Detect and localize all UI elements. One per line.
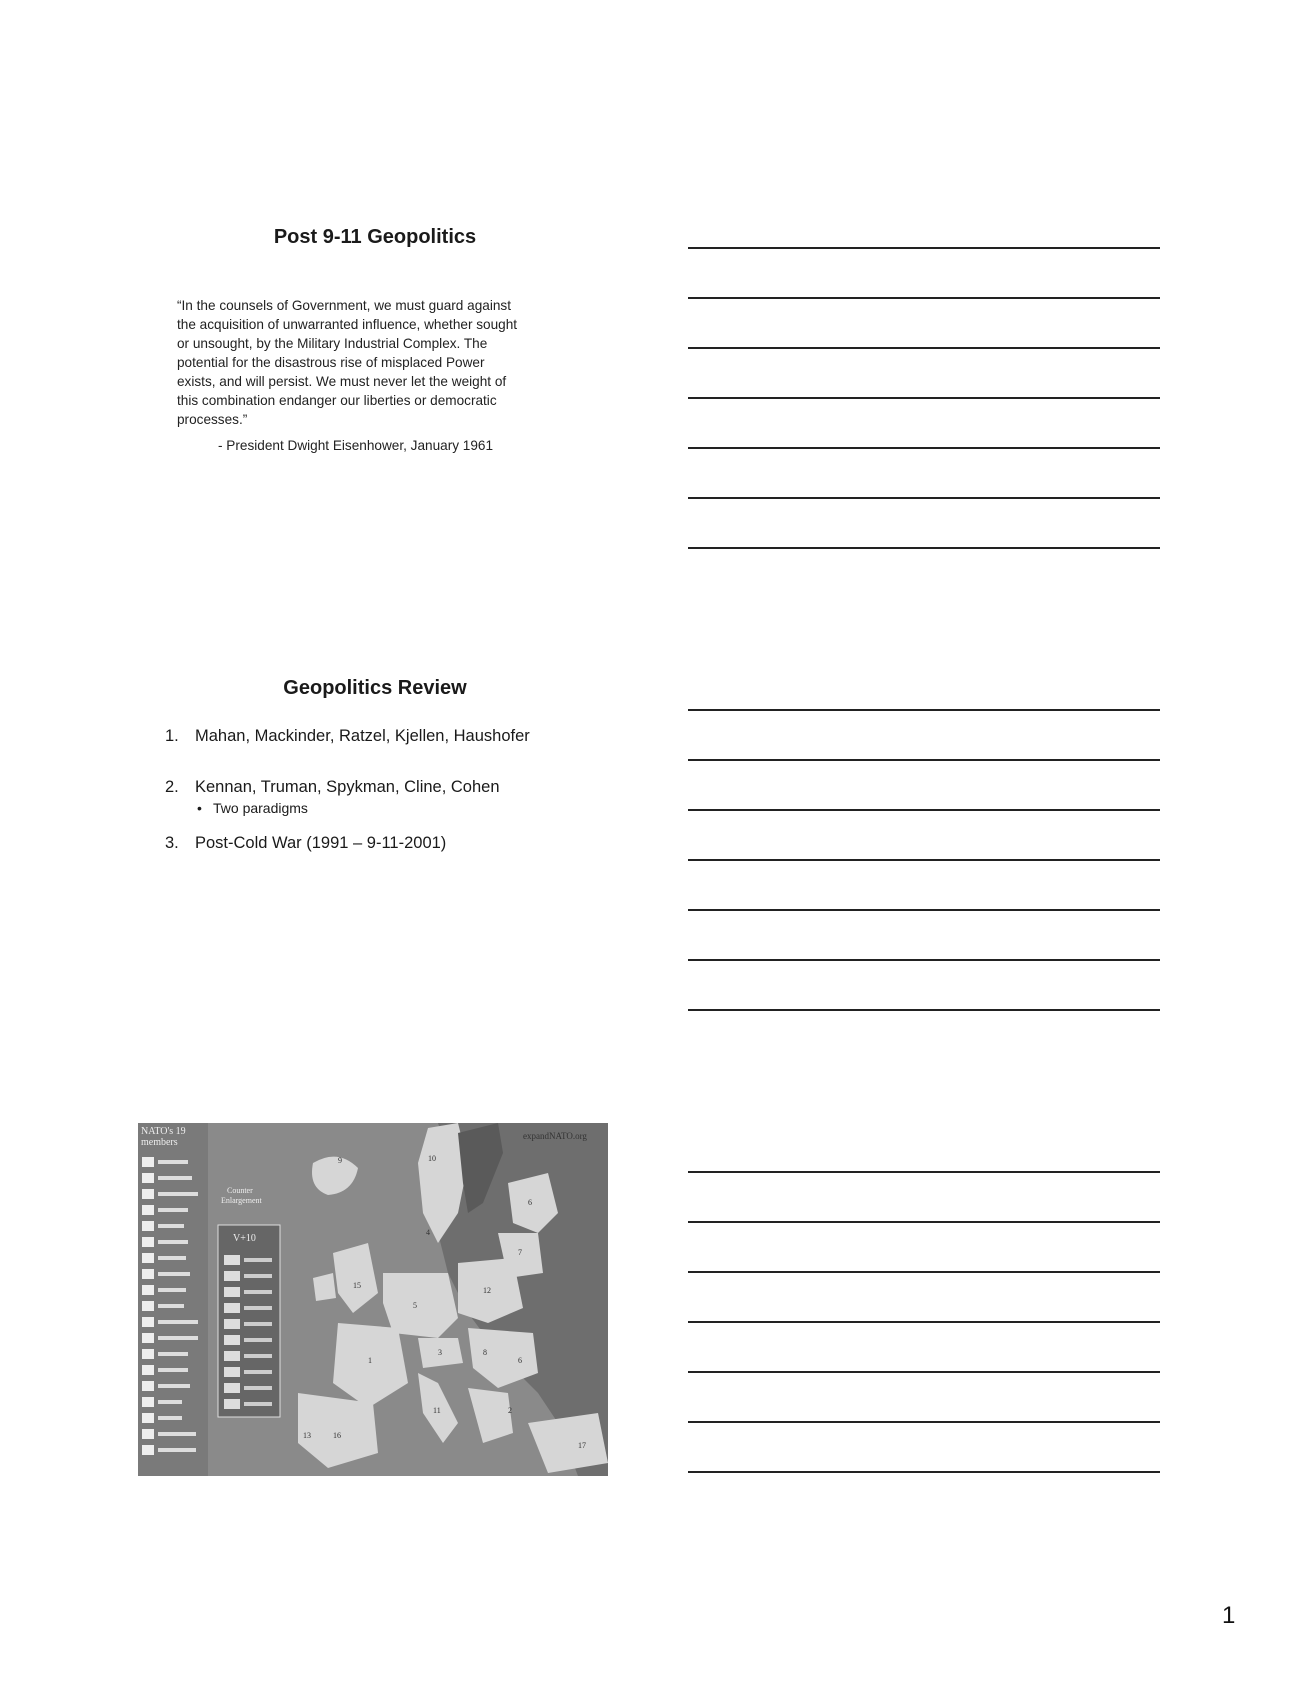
note-line[interactable] bbox=[688, 1009, 1160, 1011]
slide-title: Post 9-11 Geopolitics bbox=[273, 226, 477, 248]
inset-caption: Counter bbox=[227, 1186, 253, 1195]
note-line[interactable] bbox=[688, 447, 1160, 449]
country-number: 8 bbox=[483, 1348, 487, 1357]
list-item bbox=[165, 834, 605, 853]
country-number: 11 bbox=[433, 1406, 441, 1415]
country-number: 7 bbox=[518, 1248, 522, 1257]
note-line[interactable] bbox=[688, 297, 1160, 299]
slide-title: Geopolitics Review bbox=[283, 677, 467, 699]
country-number: 3 bbox=[438, 1348, 442, 1357]
item-text: Kennan, Truman, Spykman, Cline, Cohen bbox=[195, 778, 500, 796]
quote-line: this combination endanger our liberties or democratic bbox=[177, 393, 497, 408]
nato-europe-map bbox=[138, 1123, 608, 1476]
quote-line: processes.” bbox=[177, 412, 248, 427]
note-line[interactable] bbox=[688, 247, 1160, 249]
note-line[interactable] bbox=[688, 909, 1160, 911]
country-number: 15 bbox=[353, 1281, 361, 1290]
note-line[interactable] bbox=[688, 859, 1160, 861]
quote-line: “In the counsels of Government, we must guard against bbox=[177, 298, 511, 313]
list-item bbox=[165, 778, 605, 816]
note-line[interactable] bbox=[688, 497, 1160, 499]
note-line[interactable] bbox=[688, 1221, 1160, 1223]
note-line[interactable] bbox=[688, 397, 1160, 399]
sub-bullet-text: Two paradigms bbox=[213, 800, 308, 816]
quote-line: the acquisition of unwarranted influence, whether sought bbox=[177, 317, 518, 332]
bullet-icon: • bbox=[197, 800, 202, 816]
quote-line: exists, and will persist. We must never let the weight of bbox=[177, 374, 507, 389]
list-item bbox=[165, 727, 605, 746]
country-number: 1 bbox=[368, 1356, 372, 1365]
item-text: Mahan, Mackinder, Ratzel, Kjellen, Haushofer bbox=[195, 727, 530, 745]
quote-attribution: - President Dwight Eisenhower, January 1961 bbox=[218, 438, 494, 453]
page-number: 1 bbox=[1222, 1602, 1236, 1629]
note-line[interactable] bbox=[688, 1371, 1160, 1373]
inset-caption: Enlargement bbox=[221, 1196, 262, 1205]
country-number: 12 bbox=[483, 1286, 491, 1295]
country-number: 16 bbox=[333, 1431, 341, 1440]
eisenhower-quote bbox=[177, 296, 597, 429]
note-line[interactable] bbox=[688, 1321, 1160, 1323]
note-line[interactable] bbox=[688, 809, 1160, 811]
map-watermark: expandNATO.org bbox=[523, 1131, 587, 1141]
note-line[interactable] bbox=[688, 1171, 1160, 1173]
country-number: 17 bbox=[578, 1441, 586, 1450]
sub-bullet bbox=[195, 800, 605, 816]
note-line[interactable] bbox=[688, 1271, 1160, 1273]
note-line[interactable] bbox=[688, 347, 1160, 349]
country-number: 2 bbox=[508, 1406, 512, 1415]
quote-line: or unsought, by the Military Industrial Complex. The bbox=[177, 336, 488, 351]
country-number: 10 bbox=[428, 1154, 436, 1163]
item-text: Post-Cold War (1991 – 9-11-2001) bbox=[195, 834, 447, 852]
map-heading: NATO's 19 bbox=[141, 1126, 186, 1137]
item-number: 1. bbox=[165, 727, 179, 745]
note-line[interactable] bbox=[688, 1421, 1160, 1423]
country-number: 13 bbox=[303, 1431, 311, 1440]
note-line[interactable] bbox=[688, 709, 1160, 711]
country-number: 6 bbox=[518, 1356, 522, 1365]
quote-line: potential for the disastrous rise of misplaced Power bbox=[177, 355, 485, 370]
review-list bbox=[165, 727, 605, 853]
note-line[interactable] bbox=[688, 547, 1160, 549]
item-number: 3. bbox=[165, 834, 179, 852]
country-number: 4 bbox=[426, 1228, 430, 1237]
country-number: 5 bbox=[413, 1301, 417, 1310]
country-number: 6 bbox=[528, 1198, 532, 1207]
country-number: 9 bbox=[338, 1156, 342, 1165]
note-line[interactable] bbox=[688, 959, 1160, 961]
ireland-shape bbox=[313, 1273, 336, 1301]
inset-box-label: V+10 bbox=[233, 1233, 256, 1244]
note-line[interactable] bbox=[688, 759, 1160, 761]
map-heading: members bbox=[141, 1137, 178, 1148]
note-line[interactable] bbox=[688, 1471, 1160, 1473]
item-number: 2. bbox=[165, 778, 179, 796]
